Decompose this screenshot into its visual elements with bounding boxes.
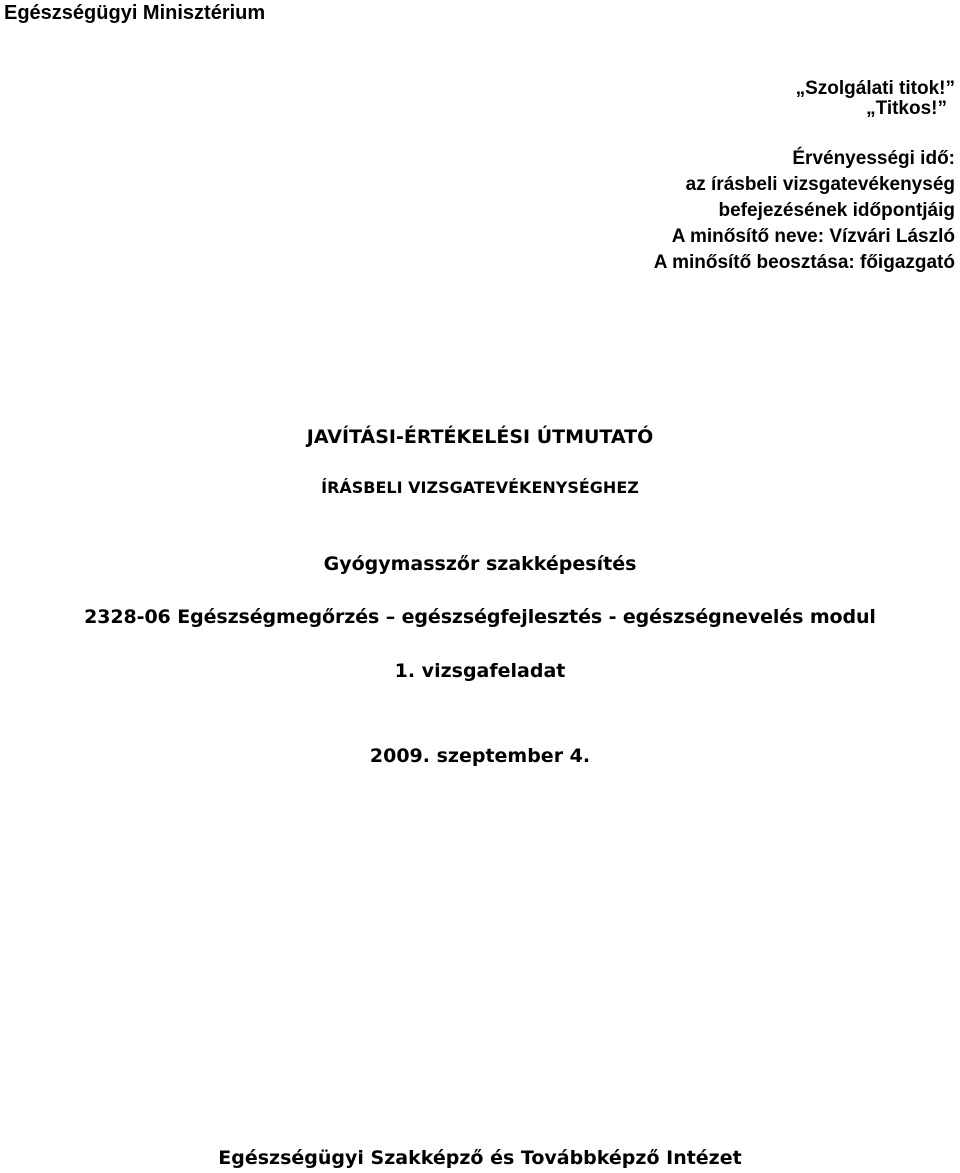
validity-line-1: az írásbeli vizsgatevékenység [685, 174, 955, 195]
institute-footer: Egészségügyi Szakképző és Továbbképző Intézet [218, 1147, 742, 1169]
module-title: 2328-06 Egészségmegőrzés – egészségfejlesztés - egészségnevelés modul [84, 606, 876, 628]
qualifier-position: A minősítő beosztása: főigazgató [653, 252, 955, 273]
classification-block [355, 76, 955, 276]
validity-label: Érvényességi idő: [792, 148, 955, 169]
exam-date: 2009. szeptember 4. [369, 745, 591, 767]
classification-secret: „Szolgálati titok!” [795, 78, 955, 99]
document-subtitle: ÍRÁSBELI VIZSGATEVÉKENYSÉGHEZ [321, 478, 639, 497]
ministry-header: Egészségügyi Minisztérium [4, 2, 266, 24]
qualifier-name: A minősítő neve: Vízvári László [671, 226, 955, 247]
classification-top-secret: „Titkos!” [866, 98, 947, 119]
validity-line-2: befejezésének időpontjáig [718, 200, 955, 221]
document-title: JAVÍTÁSI-ÉRTÉKELÉSI ÚTMUTATÓ [306, 426, 654, 448]
qualification-title: Gyógymasszőr szakképesítés [323, 553, 637, 575]
exam-task: 1. vizsgafeladat [394, 660, 566, 682]
